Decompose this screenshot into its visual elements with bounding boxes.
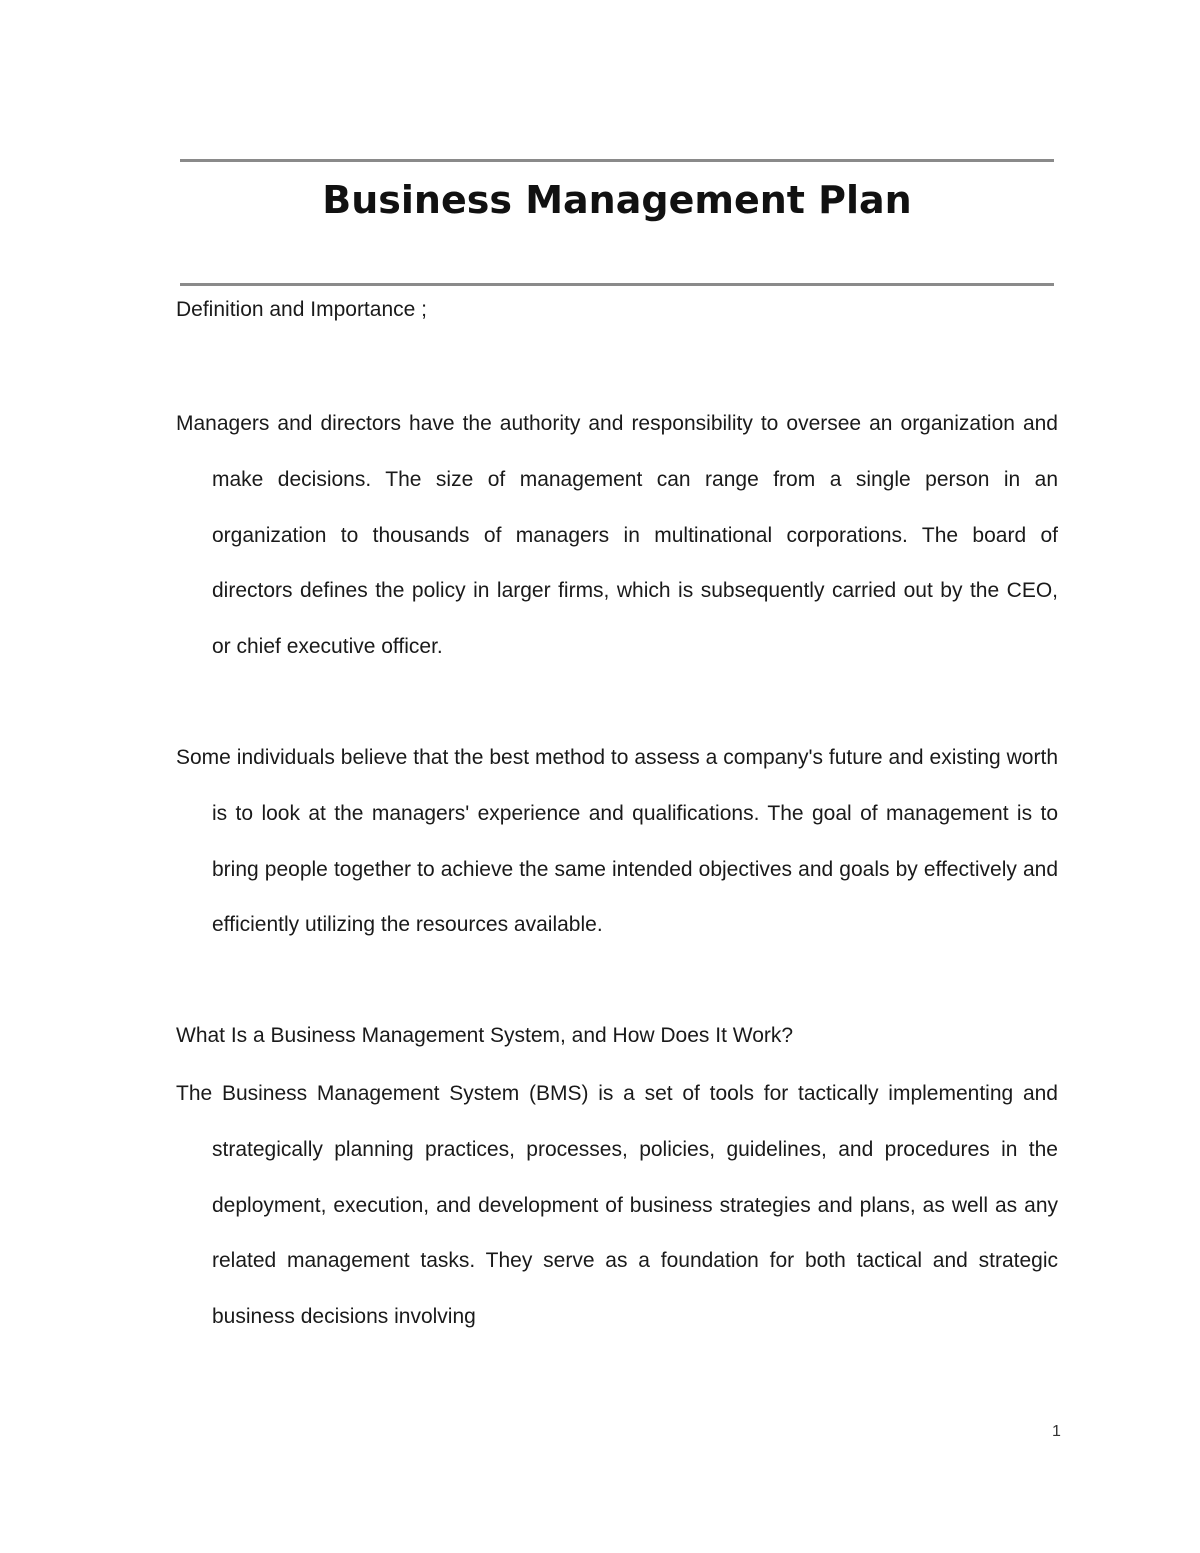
paragraph-management-goal: Some individuals believe that the best method to assess a company's future and existing worth is to look at the managers' experience and qualifications. The goal of management is to bring people together to achieve the same intended objectives and goals by effectively and efficiently utilizing the resources available.	[176, 746, 1058, 937]
section-heading-definition: Definition and Importance ;	[176, 298, 427, 321]
title-bottom-rule	[180, 283, 1054, 286]
page-number: 1	[1052, 1423, 1061, 1440]
title-top-rule	[180, 159, 1054, 162]
paragraph-management-overview: Managers and directors have the authority and responsibility to oversee an organization and make decisions. The size of management can range from a single person in an organization to thousands of managers in multinational corporations. The board of directors defines the policy in larger firms, which is subsequently carried out by the CEO, or chief executive officer.	[176, 412, 1058, 659]
section-heading-bms: What Is a Business Management System, and How Does It Work?	[176, 1024, 794, 1047]
paragraph-bms-definition: The Business Management System (BMS) is a set of tools for tactically implementing and strategically planning practices, processes, policies, guidelines, and procedures in the deployment, execution, and development of business strategies and plans, as well as any related management tasks. They serve as a foundation for both tactical and strategic business decisions involving	[176, 1082, 1058, 1329]
document-title: Business Management Plan	[322, 178, 912, 222]
